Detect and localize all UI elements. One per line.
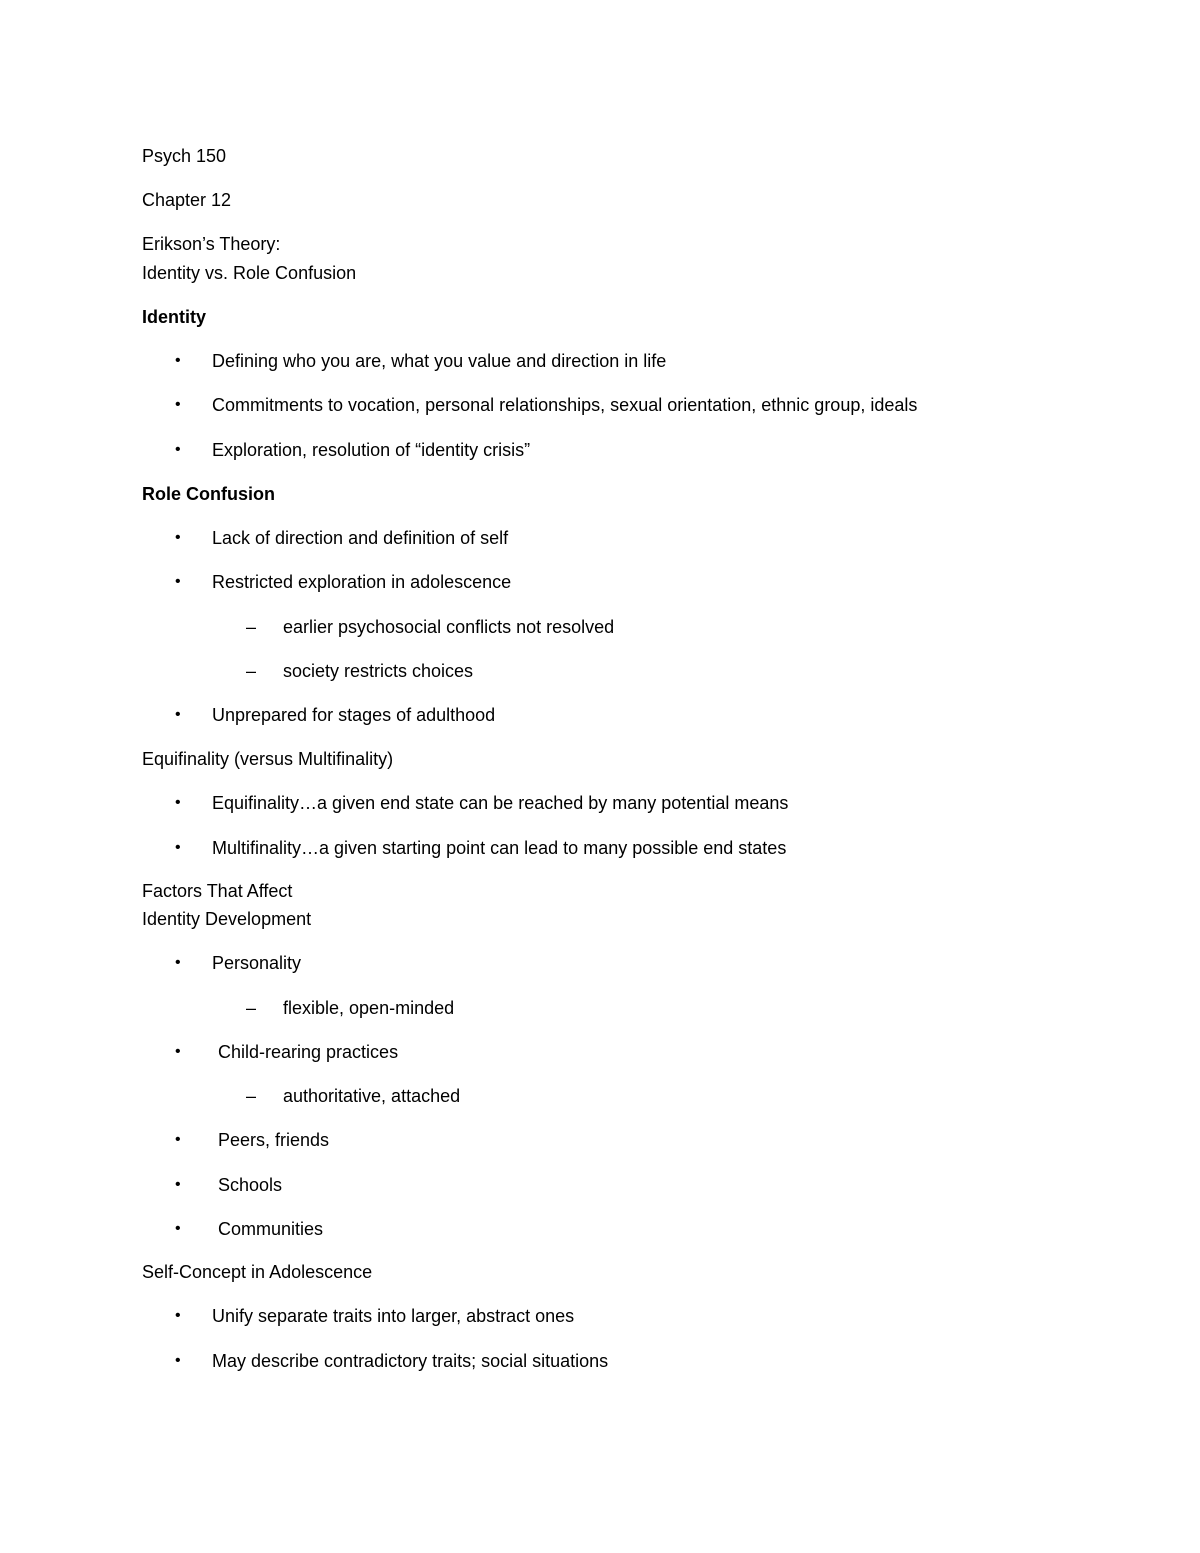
bullet-icon: •	[175, 1131, 181, 1148]
list-item: Defining who you are, what you value and direction in life	[212, 351, 667, 371]
sub-list-item: society restricts choices	[283, 661, 474, 681]
list-item: Lack of direction and definition of self	[212, 528, 509, 548]
theory-subtitle: Identity vs. Role Confusion	[142, 263, 357, 283]
chapter-title: Chapter 12	[142, 190, 232, 210]
section-heading-self-concept: Self-Concept in Adolescence	[142, 1262, 373, 1282]
bullet-icon: •	[175, 794, 181, 811]
list-item: Schools	[218, 1175, 283, 1195]
list-item: May describe contradictory traits; social situations	[212, 1351, 609, 1371]
section-heading-role-confusion: Role Confusion	[142, 484, 275, 504]
dash-icon: –	[246, 617, 257, 637]
sub-list-item: earlier psychosocial conflicts not resolved	[283, 617, 615, 637]
list-item: Equifinality…a given end state can be reached by many potential means	[212, 793, 789, 813]
section-heading-factors-line1: Factors That Affect	[142, 881, 293, 901]
dash-icon: –	[246, 998, 257, 1018]
list-item: Peers, friends	[218, 1130, 330, 1150]
bullet-icon: •	[175, 839, 181, 856]
bullet-icon: •	[175, 352, 181, 369]
list-item: Restricted exploration in adolescence	[212, 572, 512, 592]
list-item: Multifinality…a given starting point can lead to many possible end states	[212, 838, 787, 858]
list-item: Child-rearing practices	[218, 1042, 399, 1062]
bullet-icon: •	[175, 1352, 181, 1369]
list-item: Communities	[218, 1219, 324, 1239]
list-item: Unify separate traits into larger, abstract ones	[212, 1306, 575, 1326]
dash-icon: –	[246, 1086, 257, 1106]
course-title: Psych 150	[142, 146, 227, 166]
list-item: Exploration, resolution of “identity crisis”	[212, 440, 531, 460]
section-heading-equifinality: Equifinality (versus Multifinality)	[142, 749, 394, 769]
section-heading-factors-line2: Identity Development	[142, 909, 312, 929]
sub-list-item: authoritative, attached	[283, 1086, 461, 1106]
theory-title: Erikson’s Theory:	[142, 234, 281, 254]
list-item: Personality	[212, 953, 302, 973]
bullet-icon: •	[175, 1307, 181, 1324]
bullet-icon: •	[175, 1220, 181, 1237]
bullet-icon: •	[175, 529, 181, 546]
list-item: Commitments to vocation, personal relationships, sexual orientation, ethnic group, ideals	[212, 395, 918, 415]
bullet-icon: •	[175, 573, 181, 590]
bullet-icon: •	[175, 1176, 181, 1193]
section-heading-identity: Identity	[142, 307, 207, 327]
bullet-icon: •	[175, 1043, 181, 1060]
sub-list-item: flexible, open-minded	[283, 998, 455, 1018]
bullet-icon: •	[175, 954, 181, 971]
bullet-icon: •	[175, 441, 181, 458]
bullet-icon: •	[175, 396, 181, 413]
bullet-icon: •	[175, 706, 181, 723]
list-item: Unprepared for stages of adulthood	[212, 705, 496, 725]
dash-icon: –	[246, 661, 257, 681]
